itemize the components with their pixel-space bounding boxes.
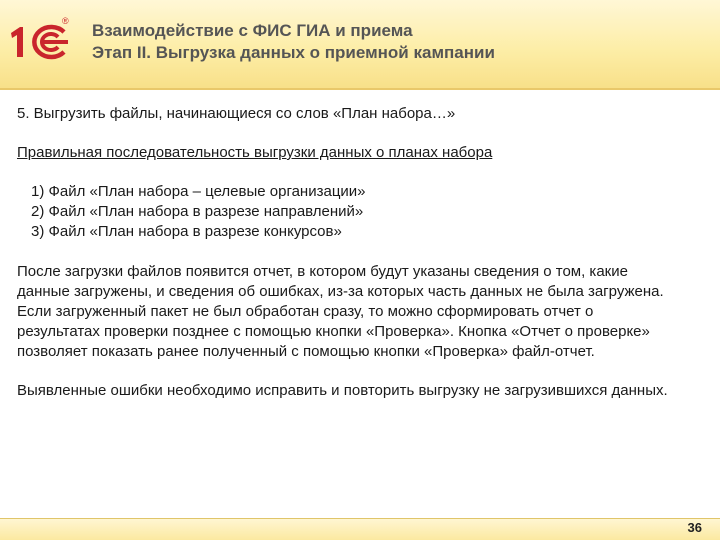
file-list	[31, 182, 677, 242]
registered-mark: ®	[62, 16, 69, 26]
logo-1c-icon	[8, 22, 74, 62]
errors-paragraph: Выявленные ошибки необходимо исправить и повторить выгрузку не загрузившихся данных.	[17, 382, 668, 399]
header-divider	[0, 88, 720, 90]
list-item: 2) Файл «План набора в разрезе направлений»	[31, 203, 364, 220]
sequence-heading: Правильная последовательность выгрузки данных о планах набора	[17, 144, 493, 161]
slide-title	[92, 20, 702, 64]
list-item: 1) Файл «План набора – целевые организации»	[31, 183, 366, 200]
title-line-2: Этап II. Выгрузка данных о приемной кампании	[92, 43, 495, 62]
page-number: 36	[687, 520, 702, 535]
slide-footer	[0, 519, 720, 540]
list-item: 3) Файл «План набора в разрезе конкурсов»	[31, 223, 342, 240]
step-text: 5. Выгрузить файлы, начинающиеся со слов «План набора…»	[17, 105, 456, 122]
report-paragraph: После загрузки файлов появится отчет, в котором будут указаны сведения о том, какие данные загружены, и сведения об ошибках, из-за которых часть данных не была загружена. Если загруженный пакет не был обработан сразу, то можно сформировать отчет о результатах проверки позднее с помощью кнопки «Проверка». Кнопка «Отчет о проверке» позволяет показать ранее полученный с помощью кнопки «Проверка» файл-отчет.	[17, 263, 664, 360]
slide-content	[17, 104, 677, 401]
title-line-1: Взаимодействие с ФИС ГИА и приема	[92, 21, 413, 40]
